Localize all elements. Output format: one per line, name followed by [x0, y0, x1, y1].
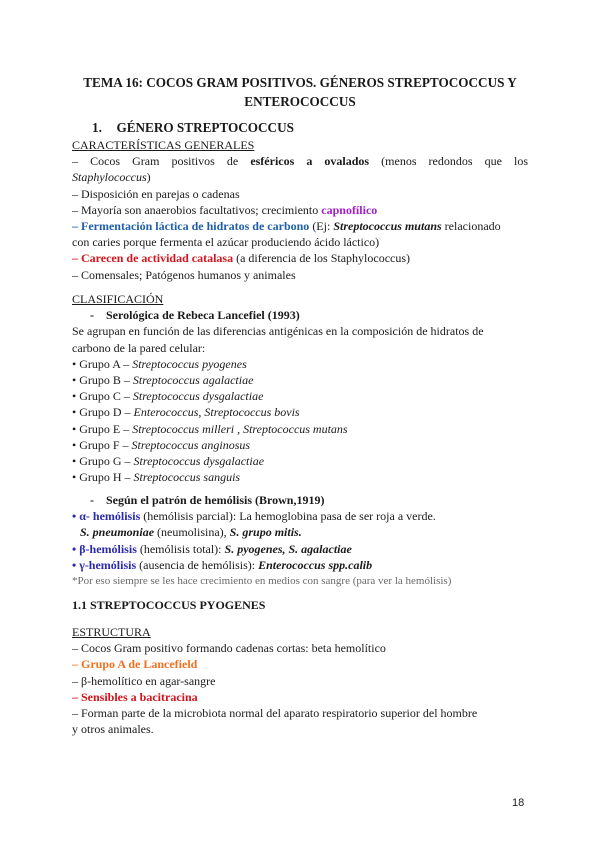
caracteristicas-block [72, 137, 528, 283]
list-item: • Grupo F – Streptococcus anginosus [72, 437, 251, 452]
list-item: – β-hemolítico en agar-sangre [72, 673, 216, 688]
list-item: – Disposición en parejas o cadenas [72, 186, 240, 201]
section-title: GÉNERO STREPTOCOCCUS [116, 120, 294, 135]
hemolisis-block [72, 492, 528, 589]
list-item: – Cocos Gram positivo formando cadenas cortas: beta hemolítico [72, 641, 386, 656]
title-line-2: ENTEROCOCCUS [244, 94, 356, 109]
list-item-continuation: con caries porque fermenta el azúcar produciendo ácido láctico) [72, 235, 380, 250]
list-item-alpha: • α- hemólisis (hemólisis parcial): La hemoglobina pasa de ser roja a verde. [72, 509, 436, 524]
list-item: • Grupo C – Streptococcus dysgalactiae [72, 389, 264, 404]
list-item: – Mayoría son anaerobios facultativos; crecimiento capnofílico [72, 202, 378, 217]
list-item: – Forman parte de la microbiota normal del aparato respiratorio superior del hombre [72, 706, 478, 721]
clasificacion-heading: CLASIFICACIÓN [72, 292, 164, 306]
page-number: 18 [512, 797, 525, 809]
estructura-block [72, 624, 528, 737]
list-item: – Sensibles a bacitracina [72, 689, 198, 704]
alpha-examples: S. pneumoniae (neumolisina), S. grupo mitis. [80, 525, 302, 540]
section-number: 1. [92, 120, 102, 135]
list-item: – Fermentación láctica de hidratos de carbono (Ej: Streptococcus mutans relacionado [72, 219, 501, 234]
hemolisis-note: *Por eso siempre se les hace crecimiento en medios con sangre (para ver la hemólisis) [72, 575, 452, 588]
estructura-heading: ESTRUCTURA [72, 625, 151, 639]
list-item: • Grupo H – Streptococcus sanguis [72, 470, 241, 485]
section-heading-streptococcus [92, 120, 294, 136]
clasificacion-block [72, 291, 528, 485]
hemolisis-heading: - Según el patrón de hemólisis (Brown,1919) [90, 493, 325, 507]
list-item-gamma: • γ-hemólisis (ausencia de hemólisis): Enterococcus spp.calib [72, 557, 373, 572]
list-item: – Carecen de actividad catalasa (a diferencia de los Staphylococcus) [72, 251, 411, 266]
list-item-continuation: Staphylococcus) [72, 170, 151, 185]
list-item-beta: • β-hemólisis (hemólisis total): S. pyogenes, S. agalactiae [72, 541, 352, 556]
list-item: • Grupo D – Enterococcus, Streptococcus bovis [72, 405, 300, 420]
list-item: • Grupo G – Streptococcus dysgalactiae [72, 454, 265, 469]
page-title [72, 73, 528, 111]
lancefield-intro-2: carbono de la pared celular: [72, 340, 206, 355]
list-item: • Grupo E – Streptococcus milleri , Streptococcus mutans [72, 421, 348, 436]
list-item-continuation: y otros animales. [72, 722, 154, 737]
list-item: – Comensales; Patógenos humanos y animales [72, 267, 296, 282]
lancefield-heading: - Serológica de Rebeca Lancefiel (1993) [90, 308, 300, 323]
list-item: – Grupo A de Lancefield [72, 657, 198, 672]
subsection-heading-pyogenes: 1.1 STREPTOCOCCUS PYOGENES [72, 598, 266, 612]
list-item: • Grupo A – Streptococcus pyogenes [72, 356, 247, 371]
lancefield-intro-1: Se agrupan en función de las diferencias antigénicas en la composición de hidratos de [72, 324, 484, 339]
list-item: – Cocos Gram positivos de esféricos a ovalados (menos redondos que los [72, 154, 528, 169]
title-line-1: TEMA 16: COCOS GRAM POSITIVOS. GÉNEROS STREPTOCOCCUS Y [83, 75, 517, 90]
caracteristicas-heading: CARACTERÍSTICAS GENERALES [72, 138, 255, 152]
group-list [72, 356, 528, 486]
list-item: • Grupo B – Streptococcus agalactiae [72, 373, 254, 388]
